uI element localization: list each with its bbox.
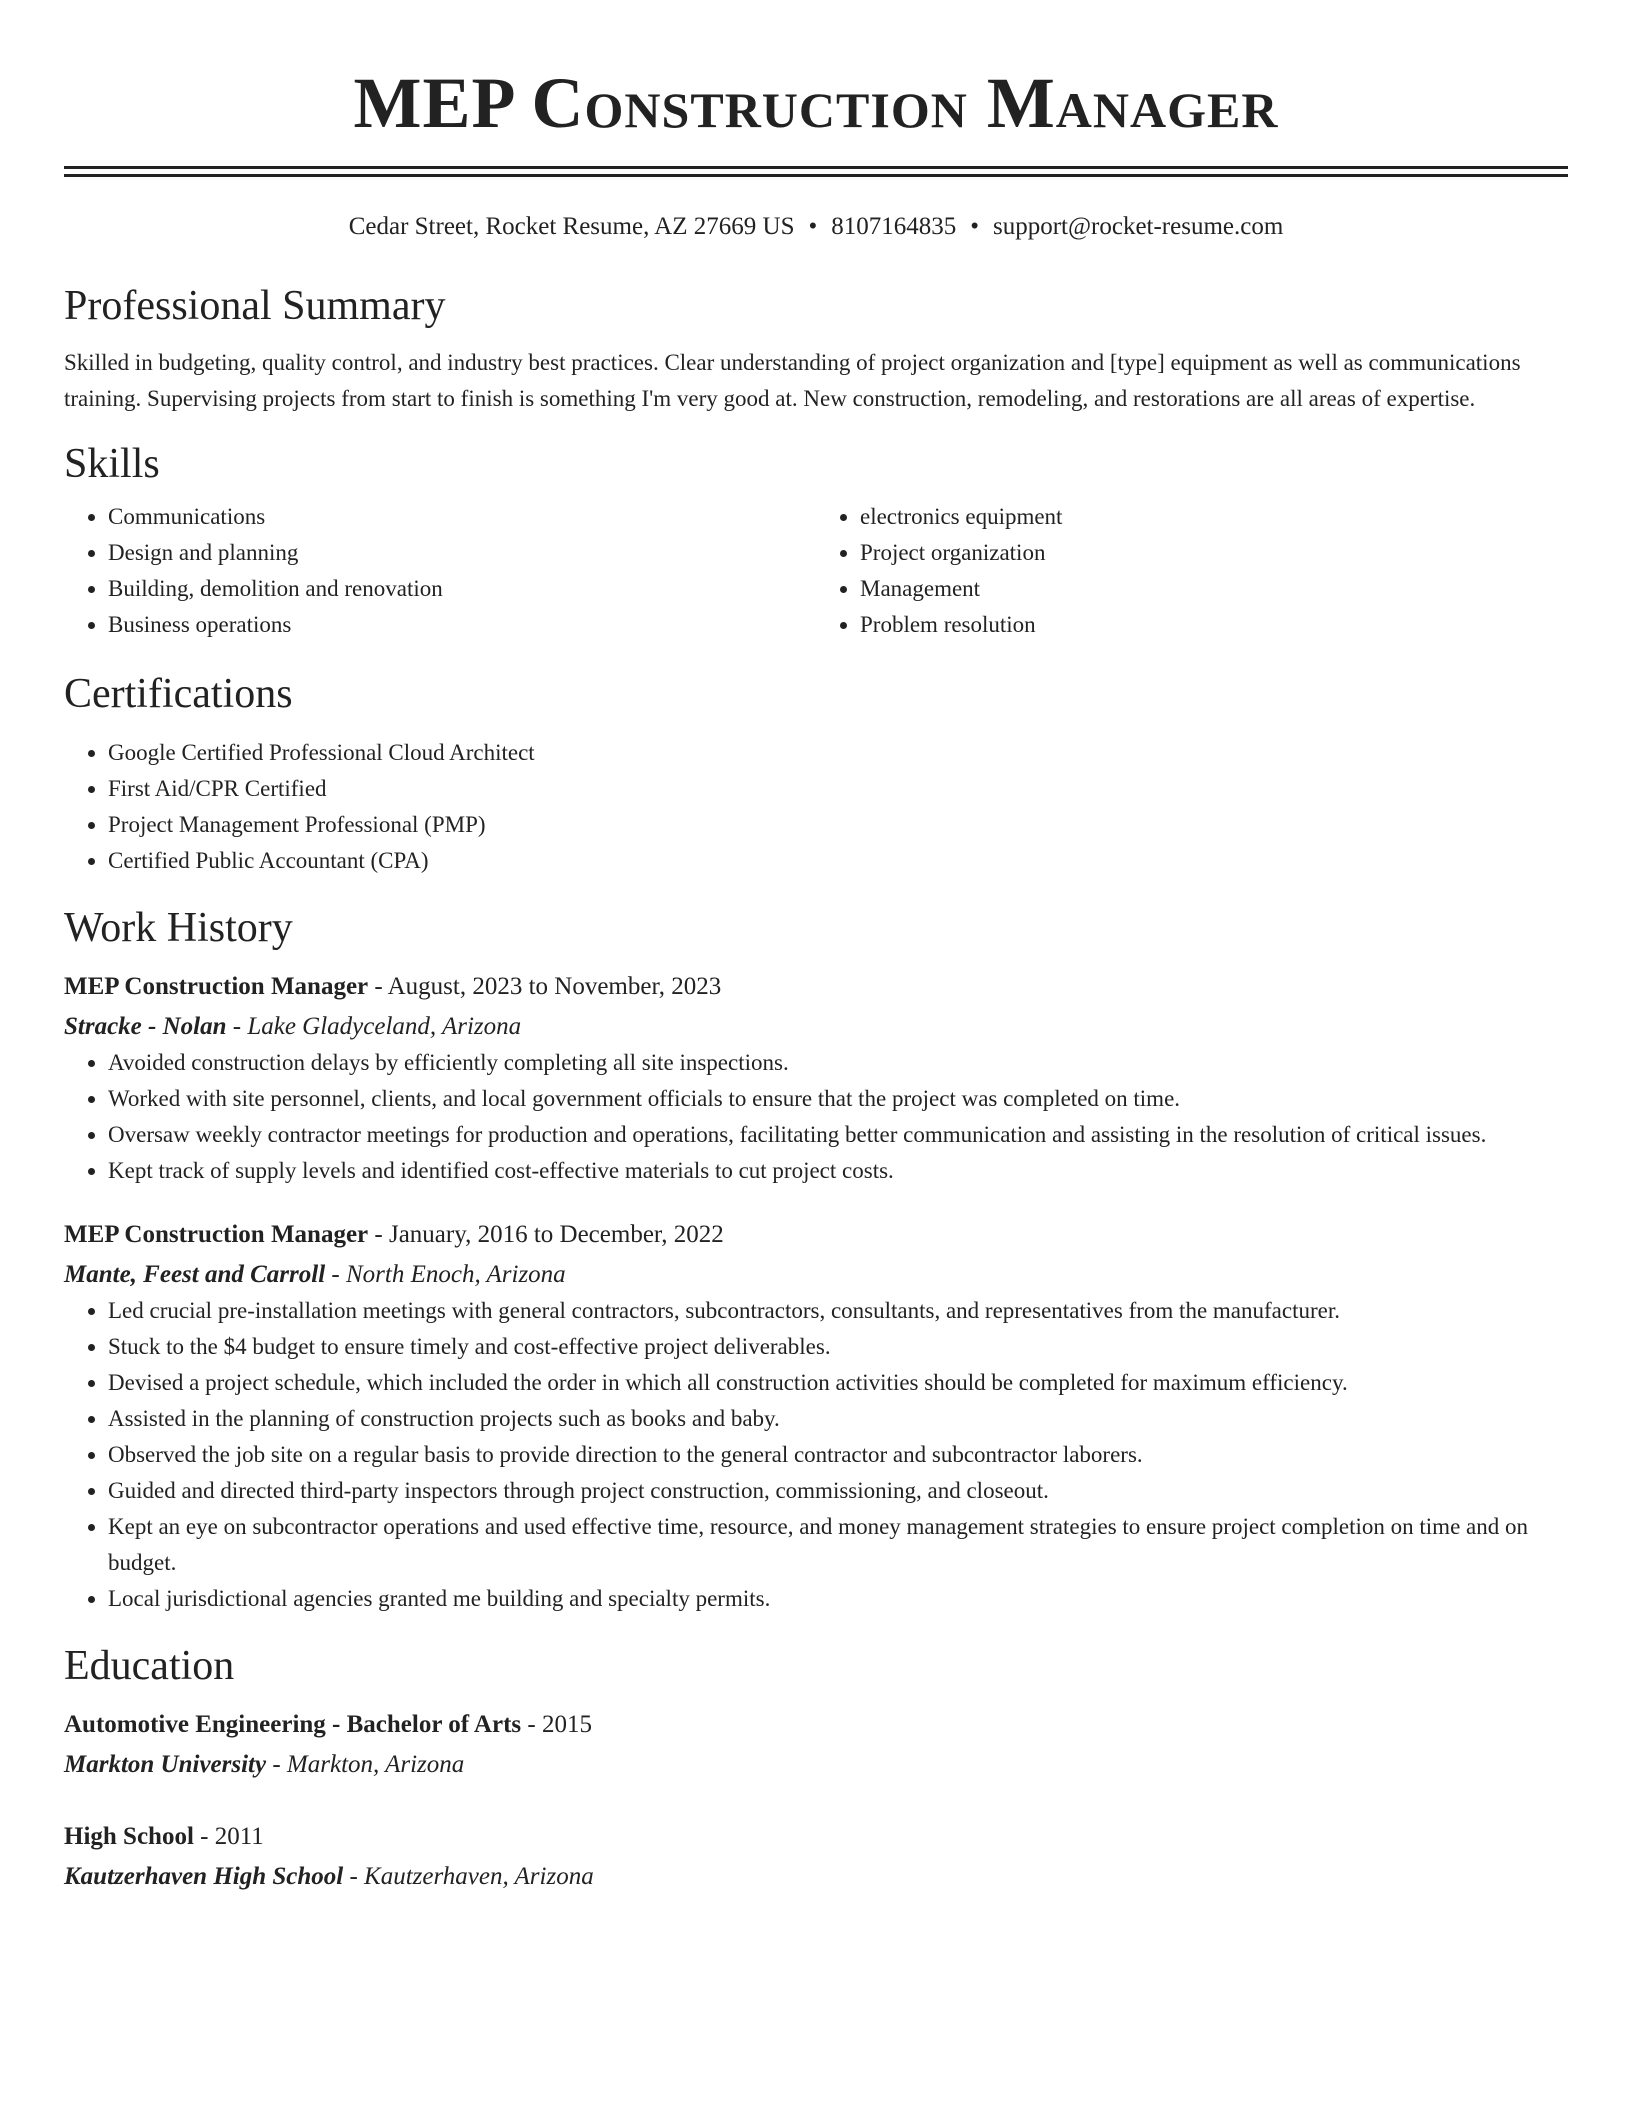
job-bullet: • Stuck to the $4 budget to ensure timely and cost-effective project deliverables.: [108, 1329, 1568, 1365]
contact-email[interactable]: support@rocket-resume.com: [993, 213, 1284, 240]
skill-item: • Building, demolition and renovation: [108, 571, 816, 607]
education-school-line: [64, 1747, 1568, 1783]
spacer: [64, 1783, 1568, 1819]
job-company-line: [64, 1257, 1568, 1293]
job-title: MEP Construction Manager: [64, 973, 369, 1000]
job-bullet: • Worked with site personnel, clients, and local government officials to ensure that the project was completed on time.: [108, 1081, 1568, 1117]
job-dates: - January, 2016 to December, 2022: [368, 1221, 724, 1248]
job-location: - North Enoch, Arizona: [325, 1261, 566, 1288]
certifications-list: [64, 735, 1568, 879]
job-bullets: [64, 1293, 1568, 1617]
spacer: [64, 1189, 1568, 1217]
education-degree-line: [64, 1819, 1568, 1855]
job-entry: [64, 969, 1568, 1189]
skills-columns: [64, 499, 1568, 643]
job-title-line: [64, 969, 1568, 1005]
skill-item: • Management: [860, 571, 1568, 607]
education-location: - Kautzerhaven, Arizona: [343, 1863, 594, 1890]
certification-item: • Certified Public Accountant (CPA): [108, 843, 1568, 879]
education-school: Kautzerhaven High School: [64, 1863, 344, 1890]
skills-list-left: [64, 499, 816, 643]
summary-heading: Professional Summary: [64, 283, 446, 329]
job-bullet: • Kept an eye on subcontractor operations and used effective time, resource, and money management strategies to ensure project completion on time and on budget.: [108, 1509, 1568, 1581]
contact-separator: •: [970, 213, 979, 240]
education-year: - 2015: [521, 1711, 592, 1738]
contact-phone: 8107164835: [831, 213, 957, 240]
education-year: - 2011: [193, 1823, 264, 1850]
job-location: - Lake Gladyceland, Arizona: [226, 1013, 522, 1040]
certifications-heading: Certifications: [64, 671, 293, 717]
title-divider: [64, 166, 1568, 177]
job-bullet: • Observed the job site on a regular basis to provide direction to the general contractor and subcontractor laborers.: [108, 1437, 1568, 1473]
work-history-heading: Work History: [64, 905, 293, 951]
job-bullet: • Local jurisdictional agencies granted me building and specialty permits.: [108, 1581, 1568, 1617]
page-title: MEP Construction Manager: [353, 63, 1279, 143]
education-location: - Markton, Arizona: [266, 1751, 465, 1778]
job-dates: - August, 2023 to November, 2023: [368, 973, 722, 1000]
education-heading: Education: [64, 1643, 235, 1689]
job-bullet: • Avoided construction delays by efficiently completing all site inspections.: [108, 1045, 1568, 1081]
job-title: MEP Construction Manager: [64, 1221, 369, 1248]
skill-item: • Design and planning: [108, 535, 816, 571]
job-bullet: • Led crucial pre-installation meetings with general contractors, subcontractors, consultants, and representatives from the manufacturer.: [108, 1293, 1568, 1329]
education-school: Markton University: [64, 1751, 267, 1778]
summary-text: Skilled in budgeting, quality control, and industry best practices. Clear understanding of project organization and [type] equipment as well as communications training. Supervising projects from start to finish is something I'm very good at. New construction, remodeling, and restorations are all areas of expertise.: [64, 350, 1521, 411]
skills-list-right: [816, 499, 1568, 643]
job-bullet: • Guided and directed third-party inspectors through project construction, commissioning, and closeout.: [108, 1473, 1568, 1509]
job-bullet: • Kept track of supply levels and identified cost-effective materials to cut project costs.: [108, 1153, 1568, 1189]
skills-heading: Skills: [64, 441, 160, 487]
contact-line: [64, 211, 1568, 243]
education-entry: [64, 1707, 1568, 1783]
job-company-line: [64, 1009, 1568, 1045]
job-company: Stracke - Nolan: [64, 1013, 227, 1040]
skill-item: • electronics equipment: [860, 499, 1568, 535]
skill-item: • Business operations: [108, 607, 816, 643]
education-degree: High School: [64, 1823, 194, 1850]
skill-item: • Communications: [108, 499, 816, 535]
education-entry: [64, 1819, 1568, 1895]
job-bullet: • Oversaw weekly contractor meetings for production and operations, facilitating better communication and assisting in the resolution of critical issues.: [108, 1117, 1568, 1153]
contact-separator: •: [808, 213, 818, 240]
job-entry: [64, 1217, 1568, 1617]
skill-item: • Project organization: [860, 535, 1568, 571]
job-company: Mante, Feest and Carroll: [64, 1261, 326, 1288]
certification-item: • Google Certified Professional Cloud Architect: [108, 735, 1568, 771]
skill-item: • Problem resolution: [860, 607, 1568, 643]
education-school-line: [64, 1859, 1568, 1895]
certification-item: • Project Management Professional (PMP): [108, 807, 1568, 843]
job-title-line: [64, 1217, 1568, 1253]
contact-address: Cedar Street, Rocket Resume, AZ 27669 US: [348, 213, 795, 240]
education-degree: Automotive Engineering - Bachelor of Arts: [64, 1711, 522, 1738]
job-bullet: • Devised a project schedule, which included the order in which all construction activities should be completed for maximum efficiency.: [108, 1365, 1568, 1401]
certification-item: • First Aid/CPR Certified: [108, 771, 1568, 807]
job-bullets: [64, 1045, 1568, 1189]
job-bullet: • Assisted in the planning of construction projects such as books and baby.: [108, 1401, 1568, 1437]
education-degree-line: [64, 1707, 1568, 1743]
